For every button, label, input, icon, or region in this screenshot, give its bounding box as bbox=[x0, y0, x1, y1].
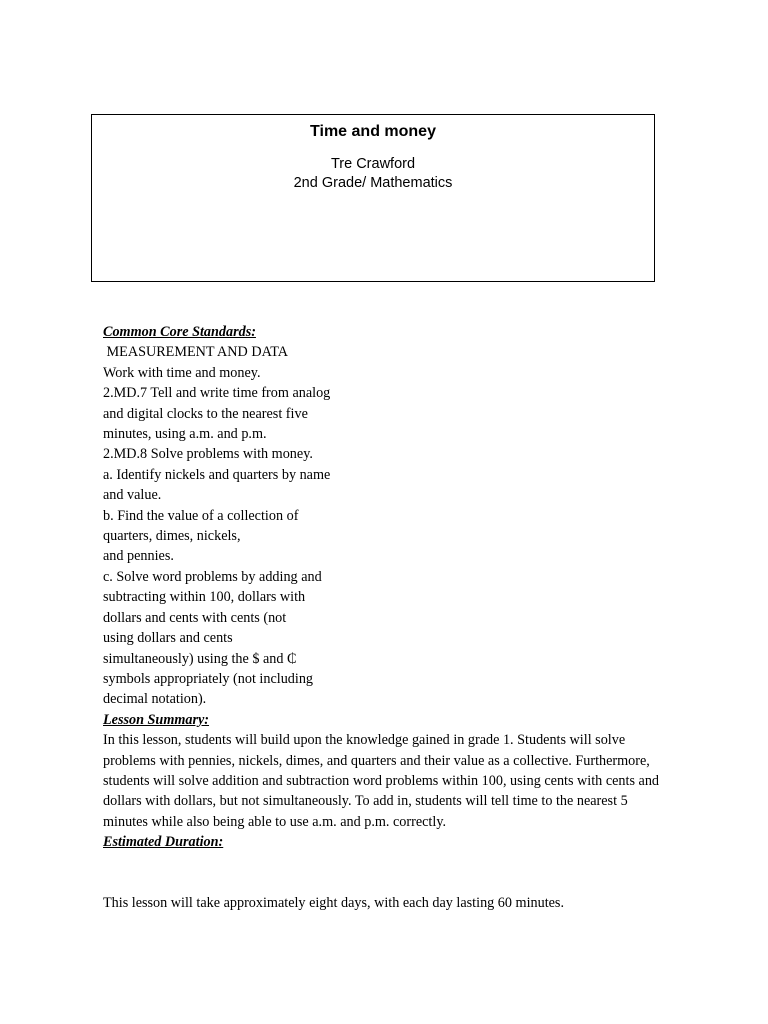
summary-text: In this lesson, students will build upon the knowledge gained in grade 1. Students will solve problems with pennies, nickels, dimes, and quarters and their value as a collective. Furthermore, students will solve addition and subtraction word problems within 100, using cents with cents and dollars with dollars, but not simultaneously. To add in, students will tell time to the nearest 5 minutes while also being able to use a.m. and p.m. correctly. bbox=[103, 732, 660, 830]
standards-line: a. Identify nickels and quarters by name bbox=[103, 466, 331, 483]
spacer bbox=[103, 853, 683, 894]
standards-line: MEASUREMENT AND DATA bbox=[103, 344, 289, 361]
standards-heading: Common Core Standards: bbox=[103, 324, 256, 340]
document-body bbox=[103, 322, 683, 914]
standards-line: subtracting within 100, dollars with bbox=[103, 589, 306, 606]
duration-text: This lesson will take approximately eight days, with each day lasting 60 minutes. bbox=[103, 895, 565, 912]
summary-heading: Lesson Summary: bbox=[103, 711, 210, 728]
standards-line: dollars and cents with cents (not bbox=[103, 609, 287, 626]
duration-heading: Estimated Duration: bbox=[103, 834, 224, 851]
standards-line: b. Find the value of a collection of bbox=[103, 507, 299, 524]
author-name: Tre Crawford bbox=[330, 156, 416, 172]
standards-line: using dollars and cents bbox=[103, 630, 233, 647]
standards-line: c. Solve word problems by adding and bbox=[103, 568, 322, 585]
document-title: Time and money bbox=[310, 123, 436, 140]
standards-line: minutes, using a.m. and p.m. bbox=[103, 426, 267, 443]
standards-list bbox=[103, 342, 683, 709]
standards-line: and digital clocks to the nearest five bbox=[103, 405, 308, 422]
title-box bbox=[91, 114, 655, 282]
standards-line: and pennies. bbox=[103, 548, 174, 565]
standards-line: symbols appropriately (not including bbox=[103, 670, 314, 687]
standards-line: decimal notation). bbox=[103, 691, 207, 708]
standards-line: quarters, dimes, nickels, bbox=[103, 528, 241, 545]
standards-line: 2.MD.8 Solve problems with money. bbox=[103, 446, 313, 463]
course-name: 2nd Grade/ Mathematics bbox=[293, 175, 453, 191]
standards-line: Work with time and money. bbox=[103, 364, 261, 381]
standards-line: and value. bbox=[103, 487, 162, 504]
standards-line: 2.MD.7 Tell and write time from analog bbox=[103, 385, 331, 402]
standards-line: simultaneously) using the $ and ₵ bbox=[103, 650, 297, 667]
